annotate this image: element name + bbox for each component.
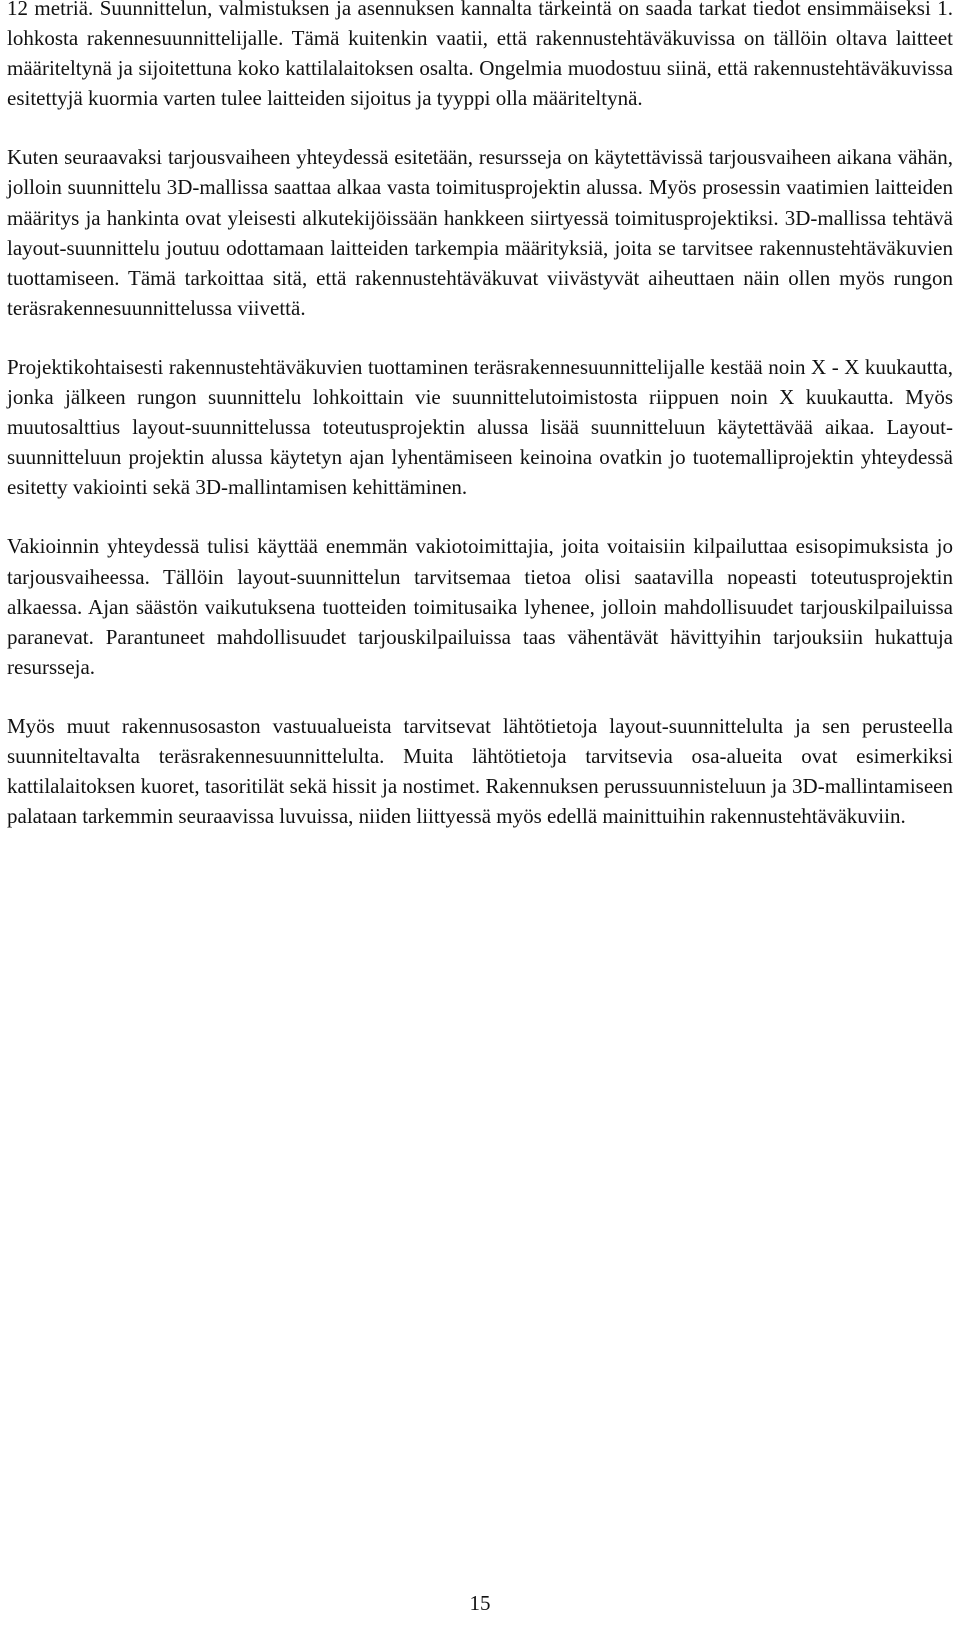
paragraph-3: Projektikohtaisesti rakennustehtäväkuvien tuottaminen teräsrakennesuunnittelijalle kestää noin X - X kuukautta, jonka jälkeen rungon suunnittelu lohkoittain vie suunnittelutoimistosta riippuen noin X kuukautta. Myös muutosalttius layout-suunnittelussa toteutusprojektin alussa lisää suunnitteluun käytettävää aikaa. Layout-suunnitteluun projektin alussa käytetyn ajan lyhentämiseen keinoina ovatkin jo tuotemalliprojektin yhteydessä esitetty vakiointi sekä 3D-mallintamisen kehittäminen.: [7, 354, 953, 500]
document-page: [7, 0, 953, 1640]
page-number: 15: [469, 1591, 491, 1615]
paragraph-5: Myös muut rakennusosaston vastuualueista tarvitsevat lähtötietoja layout-suunnittelulta ja sen perusteella suunniteltavalta teräsrakennesuunnittelulta. Muita lähtötietoja tarvitsevia osa-alueita ovat esimerkiksi kattilalaitoksen kuoret, tasoritilät sekä hissit ja nostimet. Rakennuksen perussuunnisteluun ja 3D-mallintamiseen palataan tarkemmin seuraavissa luvuissa, niiden liittyessä myös edellä mainittuihin rakennustehtäväkuviin.: [7, 713, 953, 829]
paragraph-1: 12 metriä. Suunnittelun, valmistuksen ja asennuksen kannalta tärkeintä on saada tarkat tiedot ensimmäiseksi 1. lohkosta rakennesuunnittelijalle. Tämä kuitenkin vaatii, että rakennustehtäväkuvissa on tällöin oltava laitteet määriteltynä ja sijoitettuna koko kattilalaitoksen osalta. Ongelmia muodostuu siinä, että rakennustehtäväkuvissa esitettyjä kuormia varten tulee laitteiden sijoitus ja tyyppi olla määriteltynä.: [7, 0, 953, 111]
paragraph-2: Kuten seuraavaksi tarjousvaiheen yhteydessä esitetään, resursseja on käytettävissä tarjousvaiheen aikana vähän, jolloin suunnittelu 3D-mallissa saattaa alkaa vasta toimitusprojektin alussa. Myös prosessin vaatimien laitteiden määritys ja hankinta ovat yleisesti alkutekijöissään hankkeen siirtyessä toimitusprojektiksi. 3D-mallissa tehtävä layout-suunnittelu joutuu odottamaan laitteiden tarkempia määrityksiä, joita se tarvitsee rakennustehtäväkuvien tuottamiseen. Tämä tarkoittaa sitä, että rakennustehtäväkuvat viivästyvät aiheuttaen näin ollen myös rungon teräsrakennesuunnittelussa viivettä.: [7, 145, 953, 320]
paragraph-4: Vakioinnin yhteydessä tulisi käyttää enemmän vakiotoimittajia, joita voitaisiin kilpailuttaa esisopimuksista jo tarjousvaiheessa. Tällöin layout-suunnittelun tarvitsemaa tietoa olisi saatavilla nopeasti toteutusprojektin alkaessa. Ajan säästön vaikutuksena tuotteiden toimitusaika lyhenee, jolloin mahdollisuudet tarjouskilpailuissa paranevat. Parantuneet mahdollisuudet tarjouskilpailuissa taas vähentävät hävittyihin tarjouksiin hukattuja resursseja.: [7, 534, 953, 679]
